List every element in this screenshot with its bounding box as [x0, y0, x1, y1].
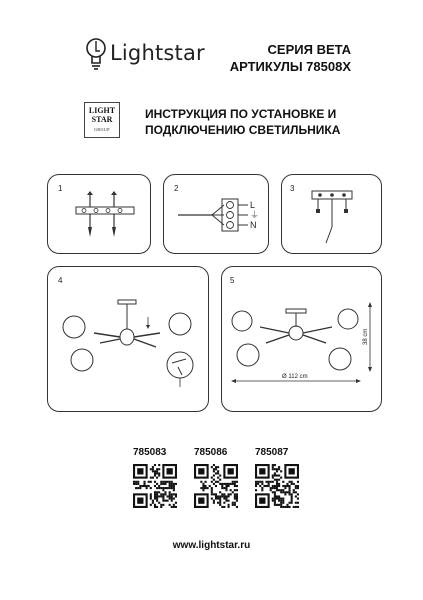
wiring-terminal-diagram	[164, 175, 270, 255]
step-4-panel	[47, 266, 209, 412]
canopy-mount-diagram	[282, 175, 383, 255]
brand-name: Lightstar	[110, 41, 205, 65]
step-2-panel	[163, 174, 269, 254]
height-dimension-label: 38 cm	[363, 328, 369, 345]
assembly-diagram	[48, 267, 210, 413]
step-number: 4	[58, 276, 63, 285]
ground-icon: ⏚	[250, 210, 260, 220]
step-number: 5	[230, 276, 235, 285]
step-number: 3	[290, 184, 295, 193]
articles-title: АРТИКУЛЫ 78508X	[229, 59, 351, 74]
qr-code-icon	[255, 464, 299, 508]
qr-code-icon	[194, 464, 238, 508]
bulb-icon	[82, 36, 112, 74]
website-link[interactable]: www.lightstar.ru	[172, 540, 251, 551]
article-785087: 785087	[255, 447, 289, 458]
article-785083: 785083	[133, 447, 167, 458]
dimensions-diagram	[222, 267, 383, 413]
badge-line2: STAR	[91, 115, 113, 124]
mounting-plate-diagram	[48, 175, 152, 255]
instruction-line1: ИНСТРУКЦИЯ ПО УСТАНОВКЕ И	[145, 107, 337, 121]
article-785086: 785086	[194, 447, 228, 458]
step-5-panel	[221, 266, 382, 412]
badge-line3: GROUP	[93, 127, 111, 132]
instruction-line2: ПОДКЛЮЧЕНИЮ СВЕТИЛЬНИКА	[145, 123, 341, 137]
step-number: 1	[58, 184, 63, 193]
step-3-panel	[281, 174, 382, 254]
lightstar-group-badge	[84, 102, 120, 138]
badge-line1: LIGHT	[88, 106, 116, 115]
qr-code-icon	[133, 464, 177, 508]
width-dimension-label: Ø 112 cm	[282, 374, 308, 380]
phase-label: L	[250, 200, 256, 210]
step-1-panel	[47, 174, 151, 254]
series-title: СЕРИЯ BETA	[267, 42, 351, 57]
neutral-label: N	[250, 220, 257, 230]
step-number: 2	[174, 184, 179, 193]
instruction-title	[145, 106, 385, 138]
